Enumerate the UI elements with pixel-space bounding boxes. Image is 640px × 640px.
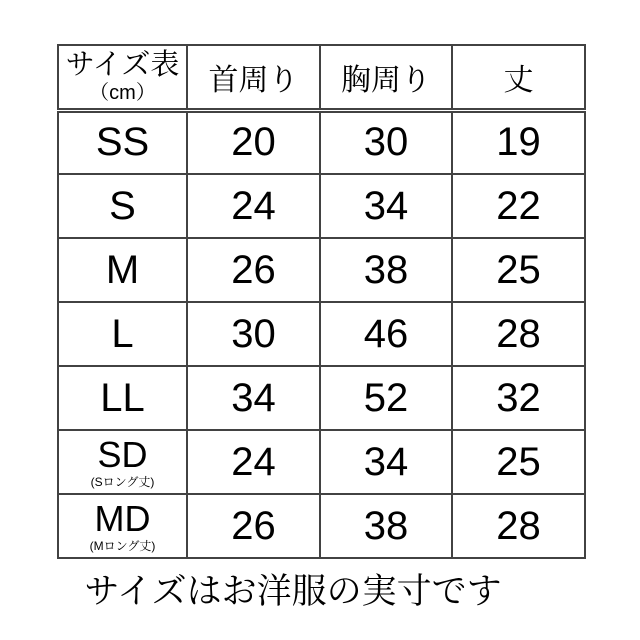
size-cell: L (58, 302, 187, 366)
chest-cell: 38 (320, 238, 452, 302)
length-cell: 28 (452, 494, 585, 558)
neck-cell: 24 (187, 430, 320, 494)
row-md (58, 494, 585, 558)
neck-cell: 34 (187, 366, 320, 430)
size-sub-note: (Sロング丈) (90, 475, 155, 489)
size-chart-title: サイズ表 (65, 48, 180, 81)
chest-cell: 30 (320, 110, 452, 174)
chest-cell: 38 (320, 494, 452, 558)
length-cell: 28 (452, 302, 585, 366)
size-cell (58, 494, 187, 558)
length-cell: 25 (452, 238, 585, 302)
chest-cell: 34 (320, 430, 452, 494)
size-label: SD (97, 434, 148, 475)
header-row (58, 45, 585, 110)
neck-cell: 30 (187, 302, 320, 366)
size-chart-unit: （cm） (89, 81, 156, 104)
chest-cell: 46 (320, 302, 452, 366)
size-cell: S (58, 174, 187, 238)
length-cell: 19 (452, 110, 585, 174)
size-sub-note: (Mロング丈) (89, 539, 156, 553)
column-header-neck: 首周り (187, 45, 320, 110)
actual-size-note: サイズはお洋服の実寸です (84, 572, 502, 611)
neck-cell: 26 (187, 238, 320, 302)
size-cell (58, 430, 187, 494)
column-header-chest: 胸周り (320, 45, 452, 110)
chest-cell: 34 (320, 174, 452, 238)
column-header-length: 丈 (452, 45, 585, 110)
column-header-size (58, 45, 187, 110)
length-cell: 25 (452, 430, 585, 494)
length-cell: 22 (452, 174, 585, 238)
size-cell: SS (58, 110, 187, 174)
size-chart-table (57, 44, 586, 559)
row-sd (58, 430, 585, 494)
row-m (58, 238, 585, 302)
size-label: MD (94, 498, 151, 539)
length-cell: 32 (452, 366, 585, 430)
row-ss (58, 110, 585, 174)
neck-cell: 24 (187, 174, 320, 238)
neck-cell: 20 (187, 110, 320, 174)
row-ll (58, 366, 585, 430)
row-l (58, 302, 585, 366)
chest-cell: 52 (320, 366, 452, 430)
neck-cell: 26 (187, 494, 320, 558)
row-s (58, 174, 585, 238)
size-cell: LL (58, 366, 187, 430)
size-cell: M (58, 238, 187, 302)
